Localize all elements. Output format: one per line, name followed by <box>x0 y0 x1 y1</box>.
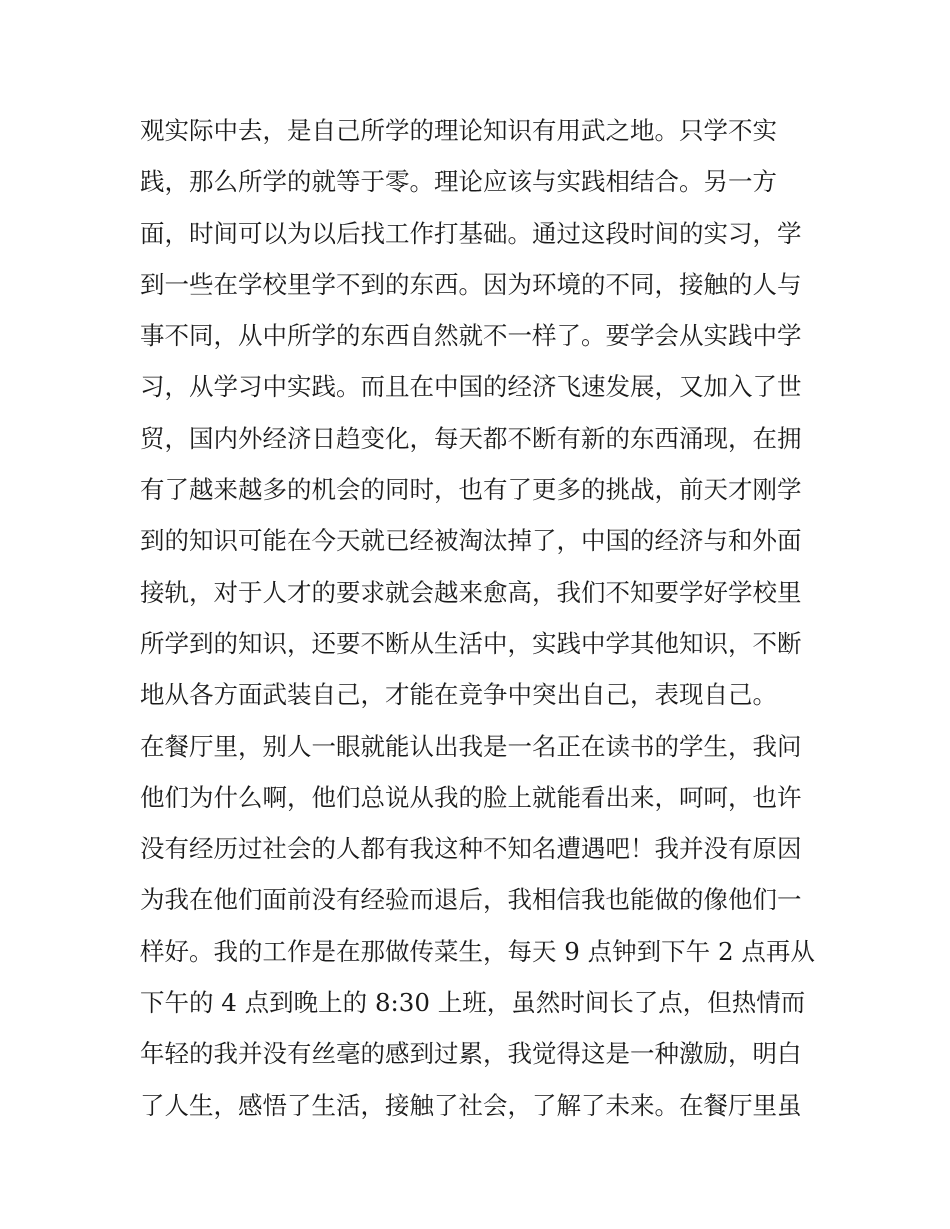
text-line: 年轻的我并没有丝毫的感到过累，我觉得这是一种激励，明白 <box>140 1039 802 1069</box>
text-line: 事不同，从中所学的东西自然就不一样了。要学会从实践中学 <box>140 321 802 351</box>
text-line: 到一些在学校里学不到的东西。因为环境的不同，接触的人与 <box>140 269 802 299</box>
text-line: 了人生，感悟了生活，接触了社会，了解了未来。在餐厅里虽 <box>140 1090 802 1120</box>
text-line: 观实际中去，是自己所学的理论知识有用武之地。只学不实 <box>140 116 777 145</box>
text-line: 贸，国内外经济日趋变化，每天都不断有新的东西涌现，在拥 <box>140 423 802 453</box>
text-line: 有了越来越多的机会的同时，也有了更多的挑战，前天才刚学 <box>140 475 802 505</box>
body-text <box>140 105 830 1131</box>
text-line: 面，时间可以为以后找工作打基础。通过这段时间的实习，学 <box>140 218 802 248</box>
text-line: 没有经历过社会的人都有我这种不知名遭遇吧！我并没有原因 <box>140 834 802 864</box>
text-line: 样好。我的工作是在那做传菜生，每天 9 点钟到下午 2 点再从 <box>140 936 815 966</box>
text-line: 习，从学习中实践。而且在中国的经济飞速发展，又加入了世 <box>140 372 802 402</box>
text-line: 所学到的知识，还要不断从生活中，实践中学其他知识，不断 <box>140 628 802 658</box>
text-line: 在餐厅里，别人一眼就能认出我是一名正在读书的学生，我问 <box>140 731 802 761</box>
text-line: 他们为什么啊，他们总说从我的脸上就能看出来，呵呵，也许 <box>140 782 802 812</box>
text-line: 践，那么所学的就等于零。理论应该与实践相结合。另一方 <box>140 167 777 197</box>
text-line: 下午的 4 点到晚上的 8:30 上班，虽然时间长了点，但热情而 <box>140 988 806 1018</box>
text-line: 地从各方面武装自己，才能在竞争中突出自己，表现自己。 <box>140 680 777 710</box>
text-line: 为我在他们面前没有经验而退后，我相信我也能做的像他们一 <box>140 885 802 915</box>
text-line: 到的知识可能在今天就已经被淘汰掉了，中国的经济与和外面 <box>140 526 802 556</box>
text-line: 接轨，对于人才的要求就会越来愈高，我们不知要学好学校里 <box>140 577 802 607</box>
